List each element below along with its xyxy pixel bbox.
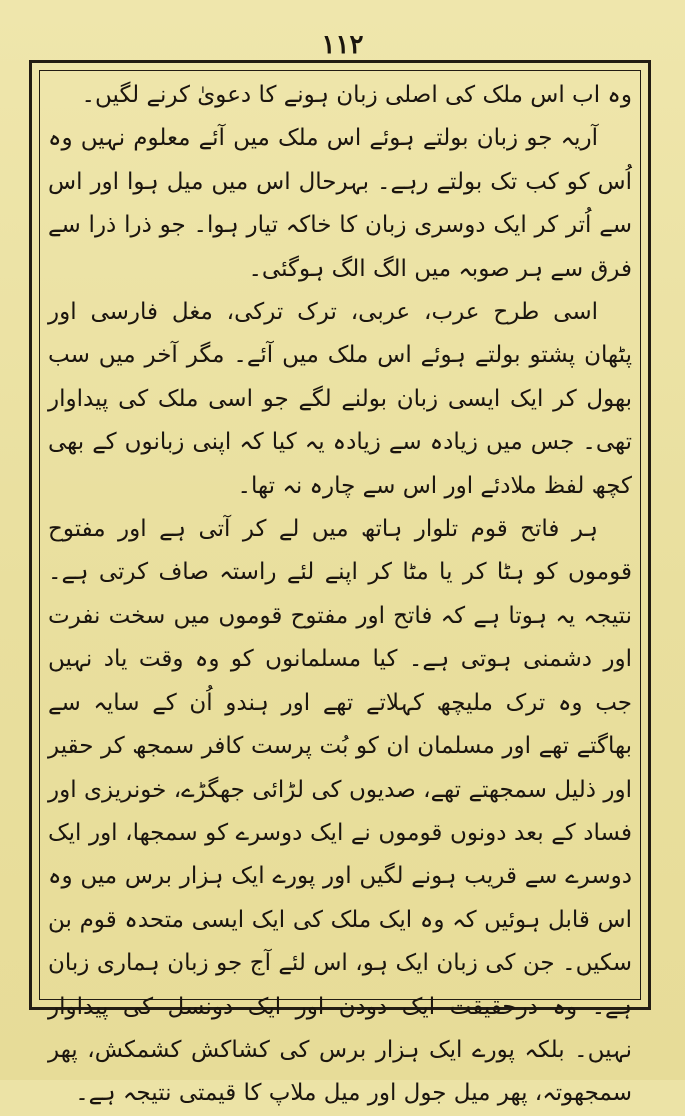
body-text <box>48 74 632 1116</box>
page-number: ١١٢ <box>321 30 364 60</box>
paragraph: ہر فاتح قوم تلوار ہاتھ میں لے کر آتی ہے اور مفتوح قوموں کو ہٹا کر یا مٹا کر اپنے لئے راستہ صاف کرتی ہے۔ نتیجہ یہ ہوتا ہے کہ فاتح اور مفتوح قوموں میں سخت نفرت اور دشمنی ہوتی ہے۔ کیا مسلمانوں کو وہ وقت یاد نہیں جب وہ ترک ملیچھ کہلاتے تھے اور ہندو اُن کے سایہ سے بھاگتے تھے اور مسلمان ان کو بُت پرست کافر سمجھ کر حقیر اور ذلیل سمجھتے تھے، صدیوں کی لڑائی جھگڑے، خونریزی اور فساد کے بعد دونوں قوموں نے ایک دوسرے کو سمجھا، اور ایک دوسرے سے قریب ہونے لگیں اور پورے ایک ہزار برس میں وہ اس قابل ہوئیں کہ وہ ایک ملک کی ایک ایسی متحدہ قوم بن سکیں۔ جن کی زبان ایک ہو، اس لئے آج جو زبان ہماری زبان ہے۔ وہ درحقیقت ایک دودن اور ایک دونسل کی پیداوار نہیں۔ بلکہ پورے ایک ہزار برس کی کشاکش کشمکش، پھر سمجھوتہ، پھر میل جول اور میل ملاپ کا قیمتی نتیجہ ہے۔ <box>48 516 632 1107</box>
paragraph: وہ اب اس ملک کی اصلی زبان ہونے کا دعویٰ کرنے لگیں۔ <box>81 82 632 108</box>
paragraph: اسی طرح عرب، عربی، ترک ترکی، مغل فارسی اور پٹھان پشتو بولتے ہوئے اس ملک میں آئے۔ مگر آخر میں سب بھول کر ایک ایسی زبان بولنے لگے جو اسی ملک کی پیداوار تھی۔ جس میں زیادہ سے زیادہ یہ کیا کہ اپنی زبانوں کے بھی کچھ لفظ ملادئے اور اس سے چارہ نہ تھا۔ <box>48 299 632 499</box>
paragraph: آریہ جو زبان بولتے ہوئے اس ملک میں آئے معلوم نہیں وہ اُس کو کب تک بولتے رہے۔ بہرحال اس میں میل ہوا اور اس سے اُتر کر ایک دوسری زبان کا خاکہ تیار ہوا۔ جو ذرا ذرا سے فرق سے ہر صوبہ میں الگ الگ ہوگئی۔ <box>48 125 632 282</box>
